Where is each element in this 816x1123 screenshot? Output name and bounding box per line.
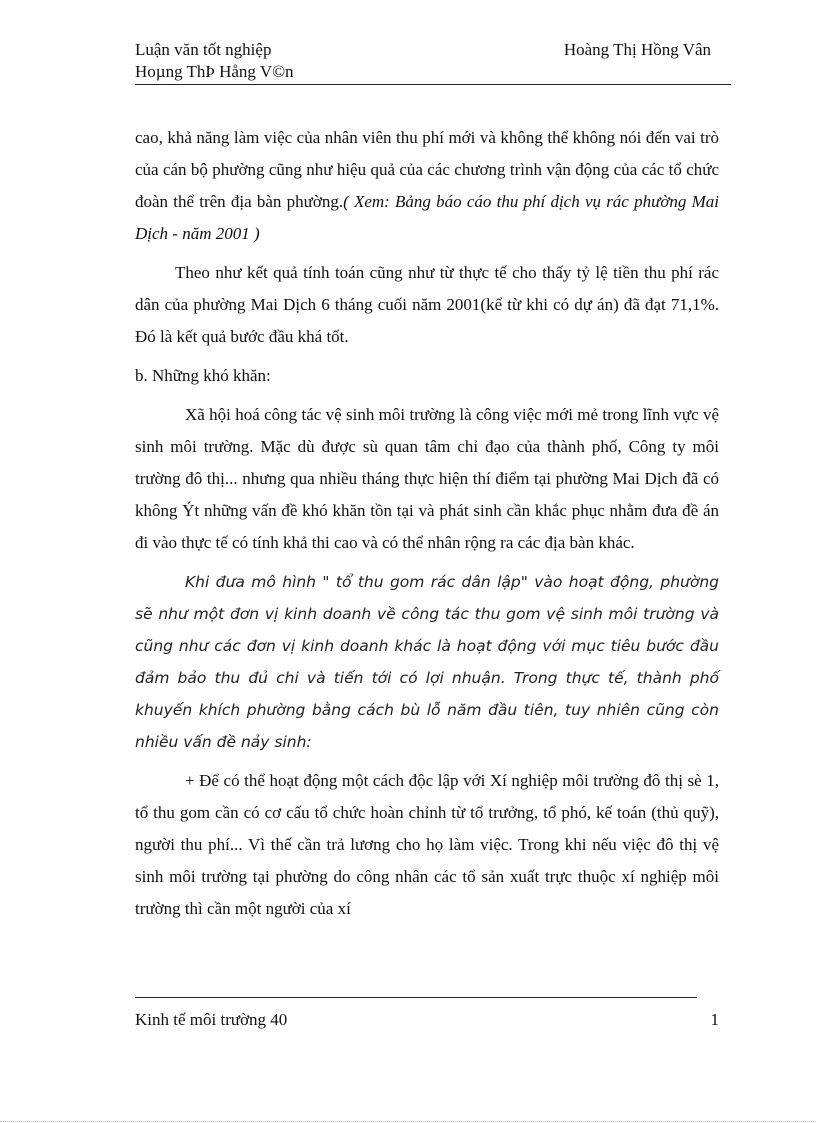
page-edge-divider: [0, 1121, 816, 1122]
header-author-garbled: Hoµng ThÞ Hång V©n: [135, 62, 294, 81]
paragraph-1-text: cao, khả năng làm việc của nhân viên thu phí mới và không thể không nói đến vai trò của cán bộ phường cũng như hiệu quả của các chương trình vận động của các tổ chức đoàn thể trên địa bàn phường.: [135, 128, 719, 211]
section-heading: b. Những khó khăn:: [135, 366, 271, 385]
paragraph-5: Khi đưa mô hình " tổ thu gom rác dân lập" vào hoạt động, phường sẽ như một đơn vị kinh doanh về công tác thu gom vệ sinh môi trường và cũng như các đơn vị kinh doanh khác là hoạt động với mục tiêu bước đầu đảm bảo thu đủ chi và tiến tới có lợi nhuận. Trong thực tế, thành phố khuyến khích phường bằng cách bù lỗ năm đầu tiên, tuy nhiên cũng còn nhiều vấn đề nảy sinh:: [135, 573, 719, 751]
footer-divider: [135, 997, 697, 998]
header-author: Hoàng Thị Hồng Vân: [563, 40, 711, 59]
footer-label: Kinh tế môi trường 40: [135, 1010, 288, 1029]
paragraph-2: Theo như kết quả tính toán cũng như từ thực tế cho thấy tỷ lệ tiền thu phí rác dân của phường Mai Dịch 6 tháng cuối năm 2001(kể từ khi có dự án) đã đạt 71,1%. Đó là kết quả bước đầu khá tốt.: [135, 263, 719, 346]
paragraph-6: + Để có thể hoạt động một cách độc lập với Xí nghiệp môi trường đô thị sè 1, tổ thu gom cần có cơ cấu tổ chức hoàn chỉnh từ tổ trưởng, tổ phó, kế toán (thủ quỹ), người thu phí... Vì thế cần trả lương cho họ làm việc. Trong khi nếu việc đô thị vệ sinh môi trường tại phường do công nhân các tổ sản xuất trực thuộc xí nghiệp môi trường thì cần một người của xí: [135, 771, 719, 918]
page-header: [135, 38, 731, 85]
page-number: 1: [710, 1010, 719, 1029]
paragraph-1-reference: ( Xem: Bảng báo cáo thu phí dịch vụ rác phường Mai Dịch - năm 2001 ): [135, 192, 720, 243]
document-body: [135, 122, 719, 925]
paragraph-1: [135, 122, 719, 250]
paragraph-4: Xã hội hoá công tác vệ sinh môi trường là công việc mới mẻ trong lĩnh vực vệ sinh môi trường. Mặc dù được sù quan tâm chỉ đạo của thành phố, Công ty môi trường đô thị... nhưng qua nhiều tháng thực hiện thí điểm tại phường Mai Dịch đã có không Ýt những vấn đề khó khăn tồn tại và phát sinh cần khắc phục nhằm đưa đề án đi vào thực tế có tính khả thi cao và có thể nhân rộng ra các địa bàn khác.: [135, 405, 719, 552]
header-title: Luận văn tốt nghiệp: [135, 40, 272, 59]
